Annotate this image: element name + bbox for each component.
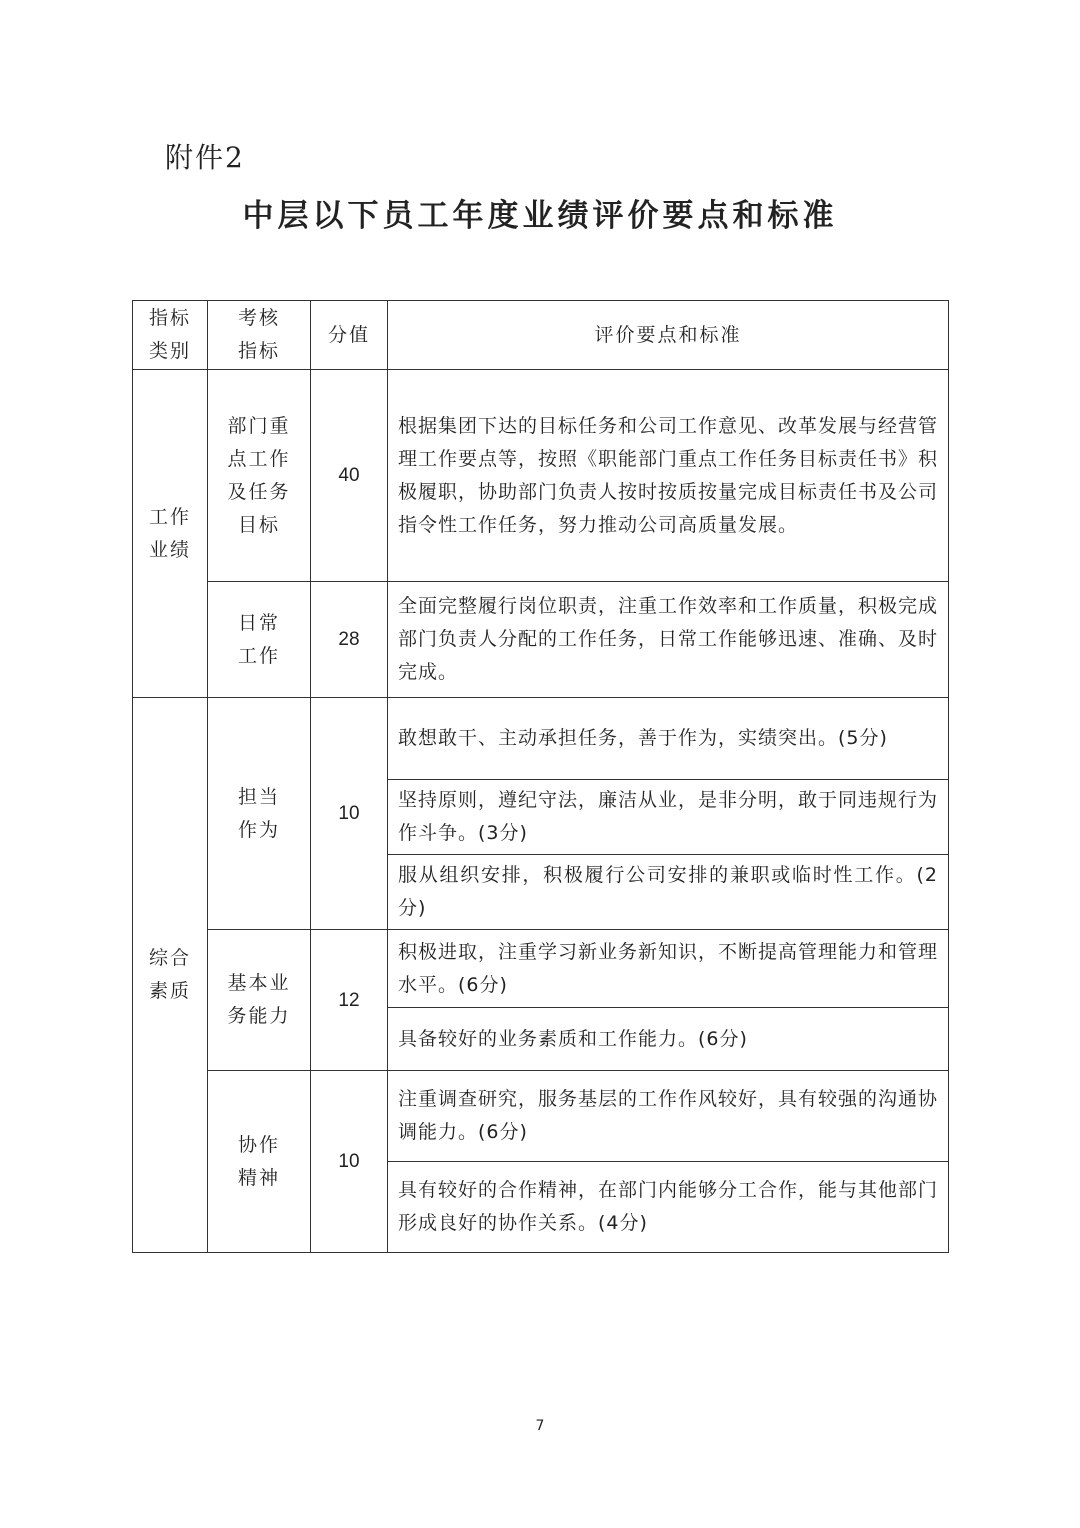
score-cell: 40: [311, 370, 388, 582]
indicator-line: 务能力: [227, 1005, 291, 1027]
document-title: 中层以下员工年度业绩评价要点和标准: [242, 198, 838, 234]
category-cell-overall-quality: [133, 698, 208, 1253]
criteria-cell: 坚持原则，遵纪守法，廉洁从业，是非分明，敢于同违规行为作斗争。(3分): [388, 780, 949, 855]
header-indicator-line: 指标: [237, 340, 280, 362]
category-cell-work-performance: [133, 370, 208, 698]
attachment-label: 附件2: [165, 141, 245, 174]
criteria-cell: 服从组织安排，积极履行公司安排的兼职或临时性工作。(2分): [388, 855, 949, 930]
criteria-cell: 注重调查研究，服务基层的工作作风较好，具有较强的沟通协调能力。(6分): [388, 1071, 949, 1162]
criteria-cell: 根据集团下达的目标任务和公司工作意见、改革发展与经营管理工作要点等，按照《职能部门重点工作任务目标责任书》积极履职，协助部门负责人按时按质按量完成目标责任书及公司指令性工作任务，努力推动公司高质量发展。: [388, 370, 949, 582]
header-indicator: [208, 301, 311, 370]
table-header-row: [133, 301, 949, 370]
table-row: [133, 582, 949, 698]
indicator-cell: [208, 930, 311, 1071]
category-line: 综合: [148, 947, 191, 969]
category-line: 业绩: [148, 538, 191, 561]
criteria-cell: 具有较好的合作精神，在部门内能够分工合作，能与其他部门形成良好的协作关系。(4分): [388, 1162, 949, 1253]
score-cell: 10: [311, 698, 388, 930]
header-indicator-line: 考核: [237, 307, 280, 329]
page-number: 7: [535, 1418, 545, 1434]
category-line: 工作: [148, 505, 191, 528]
score-cell: 28: [311, 582, 388, 698]
indicator-line: 目标: [237, 513, 280, 536]
indicator-line: 及任务: [227, 480, 291, 503]
header-category-line: 指标: [148, 307, 191, 329]
category-line: 素质: [148, 980, 191, 1002]
criteria-cell: 敢想敢干、主动承担任务，善于作为，实绩突出。(5分): [388, 698, 949, 780]
table-row: [133, 698, 949, 780]
indicator-cell: [208, 698, 311, 930]
indicator-line: 精神: [237, 1166, 280, 1189]
indicator-line: 日常: [237, 611, 280, 634]
criteria-cell: 积极进取，注重学习新业务新知识，不断提高管理能力和管理水平。(6分): [388, 930, 949, 1008]
table-row: [133, 370, 949, 582]
evaluation-table: [132, 300, 949, 1253]
score-cell: 12: [311, 930, 388, 1071]
header-criteria: 评价要点和标准: [388, 301, 949, 370]
indicator-line: 担当: [237, 785, 280, 808]
indicator-line: 工作: [237, 644, 280, 667]
header-category-line: 类别: [148, 340, 191, 362]
criteria-cell: 具备较好的业务素质和工作能力。(6分): [388, 1008, 949, 1071]
header-category: [133, 301, 208, 370]
indicator-line: 基本业: [227, 972, 291, 994]
indicator-line: 作为: [237, 818, 280, 841]
indicator-cell: [208, 1071, 311, 1253]
table-row: [133, 1071, 949, 1162]
indicator-cell: [208, 582, 311, 698]
header-score: 分值: [311, 301, 388, 370]
indicator-cell: [208, 370, 311, 582]
indicator-line: 点工作: [227, 447, 291, 470]
table-row: [133, 930, 949, 1008]
score-cell: 10: [311, 1071, 388, 1253]
indicator-line: 协作: [237, 1133, 280, 1156]
indicator-line: 部门重: [227, 414, 291, 437]
criteria-cell: 全面完整履行岗位职责，注重工作效率和工作质量，积极完成部门负责人分配的工作任务，日常工作能够迅速、准确、及时完成。: [388, 582, 949, 698]
